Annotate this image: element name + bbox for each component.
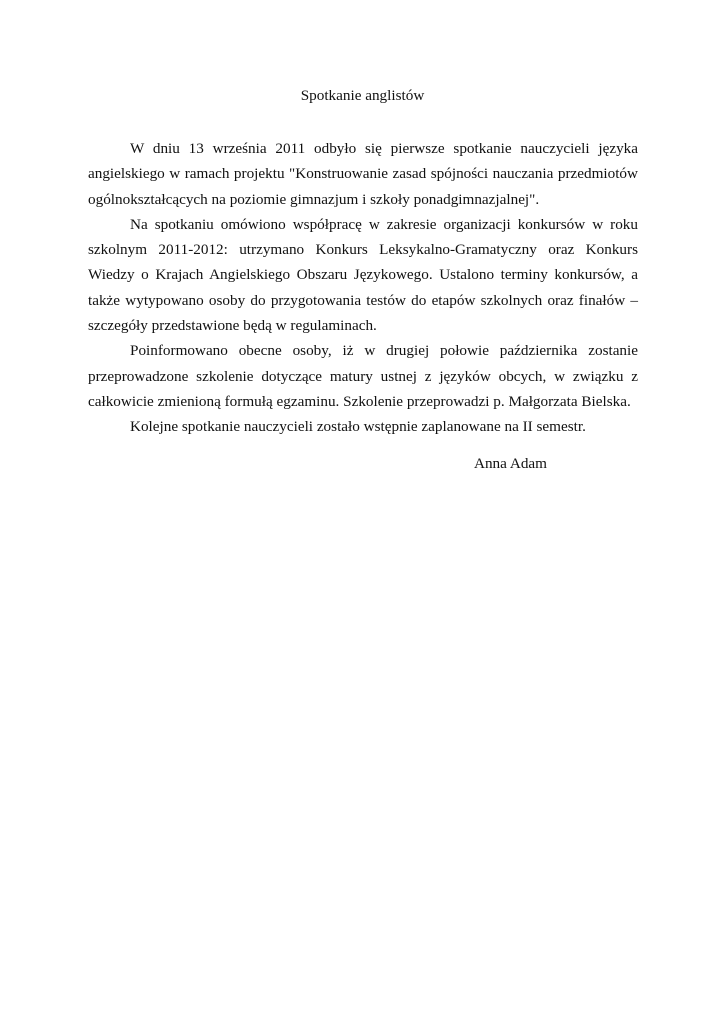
paragraph-2: Na spotkaniu omówiono współpracę w zakresie organizacji konkursów w roku szkolnym 2011-2012: utrzymano Konkurs Leksykalno-Gramatyczny oraz Konkurs Wiedzy o Krajach Angielskiego Obszaru Językowego. Ustalono terminy konkursów, a także wytypowano osoby do przygotowania testów do etapów szkolnych oraz finałów – szczegóły przedstawione będą w regulaminach. [88,215,638,335]
paragraph-1: W dniu 13 września 2011 odbyło się pierwsze spotkanie nauczycieli języka angielskiego w ramach projektu "Konstruowanie zasad spójności nauczania przedmiotów ogólnokształcących na poziomie gimnazjum i szkoły ponadgimnazjalnej". [88,140,638,208]
paragraph-3: Poinformowano obecne osoby, iż w drugiej połowie października zostanie przeprowadzone szkolenie dotyczące matury ustnej z języków obcych, w związku z całkowicie zmienioną formułą egzaminu. Szkolenie przeprowadzi p. Małgorzata Bielska. [88,342,638,410]
document-title: Spotkanie anglistów [300,87,425,104]
paragraph-4: Kolejne spotkanie nauczycieli zostało wstępnie zaplanowane na II semestr. [130,418,586,436]
document-body [88,136,638,440]
author-signature: Anna Adam [474,455,547,472]
